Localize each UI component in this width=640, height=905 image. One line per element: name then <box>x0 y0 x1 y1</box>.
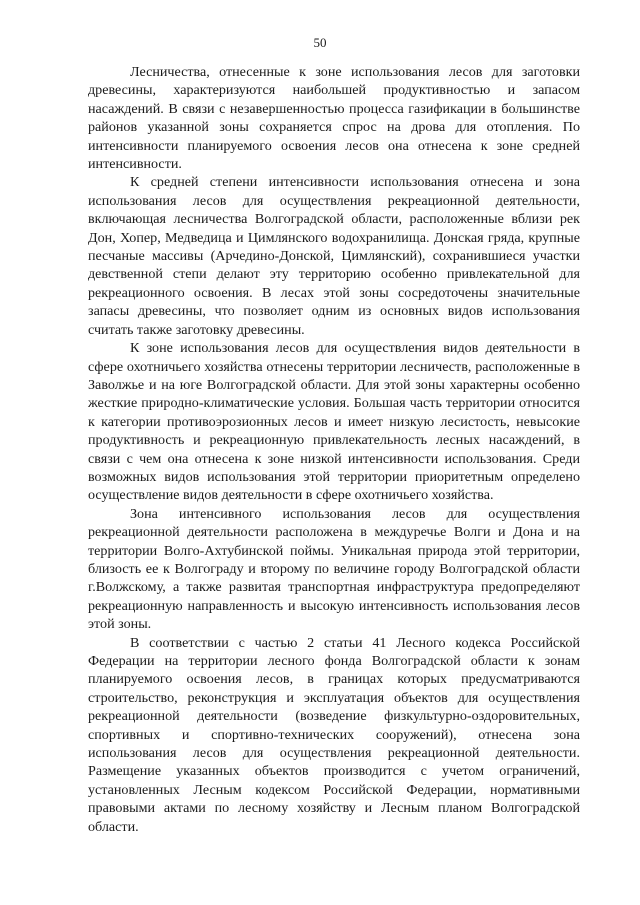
page-number: 50 <box>313 35 327 50</box>
paragraph-logging-zone: Лесничества, отнесенные к зоне использования лесов для заготовки древесины, характеризуются наибольшей продуктивностью и запасом насаждений. В связи с незавершенностью процесса газификации в большинстве районов указанной зоны сохраняется спрос на дрова для отопления. По интенсивности планируемого освоения лесов она отнесена к зоне средней интенсивности. <box>88 64 580 173</box>
paragraph-forest-code-article: В соответствии с частью 2 статьи 41 Лесного кодекса Российской Федерации на территории лесного фонда Волгоградской области к зонам планируемого освоения лесов, в границах которых предусматриваются строительство, реконструкция и эксплуатация объектов для осуществления рекреационной деятельности (возведение физкультурно-оздоровительных, спортивных и спортивно-технических сооружений), отнесена зона использования лесов для осуществления рекреационной деятельности. Размещение указанных объектов производится с учетом ограничений, установленных Лесным кодексом Российской Федерации, нормативными правовыми актами по лесному хозяйству и Лесным планом Волгоградской области. <box>88 634 580 835</box>
document-body <box>88 63 580 836</box>
paragraph-recreation-medium-zone: К средней степени интенсивности использования отнесена и зона использования лесов для осуществления рекреационной деятельности, включающая лесничества Волгоградской области, расположенные вблизи рек Дон, Хопер, Медведица и Цимлянского водохранилища. Донская гряда, крупные песчаные массивы (Арчедино-Донской, Цимлянский), сохранившиеся участки девственной степи делают эту территорию особенно привлекательной для рекреационного освоения. В лесах этой зоны сосредоточены значительные запасы древесины, что позволяет одним из основных видов использования считать также заготовку древесины. <box>88 174 580 338</box>
paragraph-hunting-zone: К зоне использования лесов для осуществления видов деятельности в сфере охотничьего хозяйства отнесены территории лесничеств, расположенные в Заволжье и на юге Волгоградской области. Для этой зоны характерны особенно жесткие природно-климатические условия. Большая часть территории относится к категории противоэрозионных лесов и имеет низкую лесистость, невысокие продуктивность и рекреационную привлекательность лесных насаждений, в связи с чем она отнесена к зоне низкой интенсивности использования. Среди возможных видов использования этой территории приоритетным определено осуществление видов деятельности в сфере охотничьего хозяйства. <box>88 340 580 504</box>
paragraph-intensive-recreation-zone: Зона интенсивного использования лесов для осуществления рекреационной деятельности расположена в междуречье Волги и Дона и на территории Волго-Ахтубинской поймы. Уникальная природа этой территории, близость ее к Волгограду и второму по величине городу Волгоградской области г.Волжскому, а также развитая транспортная инфраструктура предопределяют рекреационную направленность и высокую интенсивность использования лесов этой зоны. <box>88 505 580 633</box>
